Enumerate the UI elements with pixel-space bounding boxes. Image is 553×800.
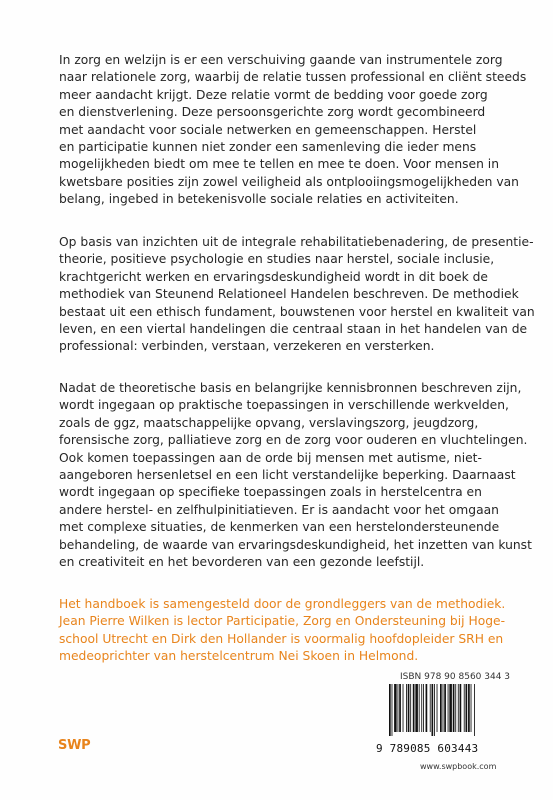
publisher-website: www.swpbook.com <box>420 762 497 771</box>
isbn-label: ISBN 978 90 8560 344 3 <box>400 672 511 682</box>
text-line: kwetsbare posities zijn zowel veiligheid als ontplooiingsmogelijkheden van <box>59 174 519 189</box>
text-line: naar relationele zorg, waarbij de relatie tussen professional en cliënt steeds <box>59 70 527 85</box>
barcode-icon <box>388 684 500 736</box>
text-line: met aandacht voor sociale netwerken en gemeenschappen. Herstel <box>59 122 477 137</box>
text-line: andere herstel- en zelfhulpinitiatieven. Er is aandacht voor het omgaan <box>59 502 499 517</box>
text-line: Ook komen toepassingen aan de orde bij mensen met autisme, niet- <box>59 450 482 465</box>
text-line: theorie, positieve psychologie en studies naar herstel, sociale inclusie, <box>59 252 495 267</box>
paragraph-intro <box>59 52 527 209</box>
text-line: Nadat de theoretische basis en belangrijke kennisbronnen beschreven zijn, <box>59 381 522 395</box>
text-line: Jean Pierre Wilken is lector Participatie, Zorg en Ondersteuning bij Hoge- <box>59 614 506 629</box>
text-line: school Utrecht en Dirk den Hollander is voormalig hoofdopleider SRH en <box>59 631 504 646</box>
text-line: forensische zorg, palliatieve zorg en de zorg voor ouderen en vluchtelingen. <box>59 433 528 448</box>
text-line: medeoprichter van herstelcentrum Nei Skoen in Helmond. <box>59 649 419 664</box>
text-line: aangeboren hersenletsel en een licht verstandelijke beperking. Daarnaast <box>59 468 516 483</box>
text-line: en participatie kunnen niet zonder een samenleving die ieder mens <box>59 140 477 155</box>
text-line: Het handboek is samengesteld door de grondleggers van de methodiek. <box>59 597 506 611</box>
paragraph-applications <box>59 380 532 571</box>
text-line: professional: verbinden, verstaan, verzekeren en versterken. <box>59 339 435 354</box>
text-line: krachtgericht werken en ervaringsdeskundigheid wordt in dit boek de <box>59 269 488 284</box>
text-line: belang, ingebed in betekenisvolle sociale relaties en activiteiten. <box>59 192 459 207</box>
text-line: wordt ingegaan op praktische toepassingen in verschillende werkvelden, <box>59 398 509 413</box>
publisher-logo: SWP <box>58 738 91 753</box>
text-line: methodiek van Steunend Relationeel Handelen beschreven. De methodiek <box>59 287 519 302</box>
text-line: en creativiteit en het bevorderen van een gezonde leefstijl. <box>59 555 425 570</box>
text-line: leven, en een viertal handelingen die centraal staan in het handelen van de <box>59 322 528 337</box>
text-line: Op basis van inzichten uit de integrale rehabilitatiebenadering, de presentie- <box>59 235 534 249</box>
text-line: meer aandacht krijgt. Deze relatie vormt de bedding voor goede zorg <box>59 87 488 102</box>
text-line: behandeling, de waarde van ervaringsdeskundigheid, het inzetten van kunst <box>59 537 532 552</box>
text-line: en dienstverlening. Deze persoonsgerichte zorg wordt gecombineerd <box>59 105 486 120</box>
paragraph-authors <box>59 596 506 666</box>
text-line: In zorg en welzijn is er een verschuiving gaande van instrumentele zorg <box>59 53 503 67</box>
text-line: zoals de ggz, maatschappelijke opvang, verslavingszorg, jeugdzorg, <box>59 415 479 430</box>
text-line: wordt ingegaan op specifieke toepassingen zoals in herstelcentra en <box>59 485 482 500</box>
paragraph-methodology <box>59 234 535 356</box>
barcode-digits: 9 789085 603443 <box>376 742 479 755</box>
text-line: bestaat uit een ethisch fundament, bouwstenen voor herstel en kwaliteit van <box>59 304 535 319</box>
text-line: mogelijkheden biedt om mee te tellen en mee te doen. Voor mensen in <box>59 157 499 172</box>
text-line: met complexe situaties, de kenmerken van een herstelondersteunende <box>59 520 500 535</box>
